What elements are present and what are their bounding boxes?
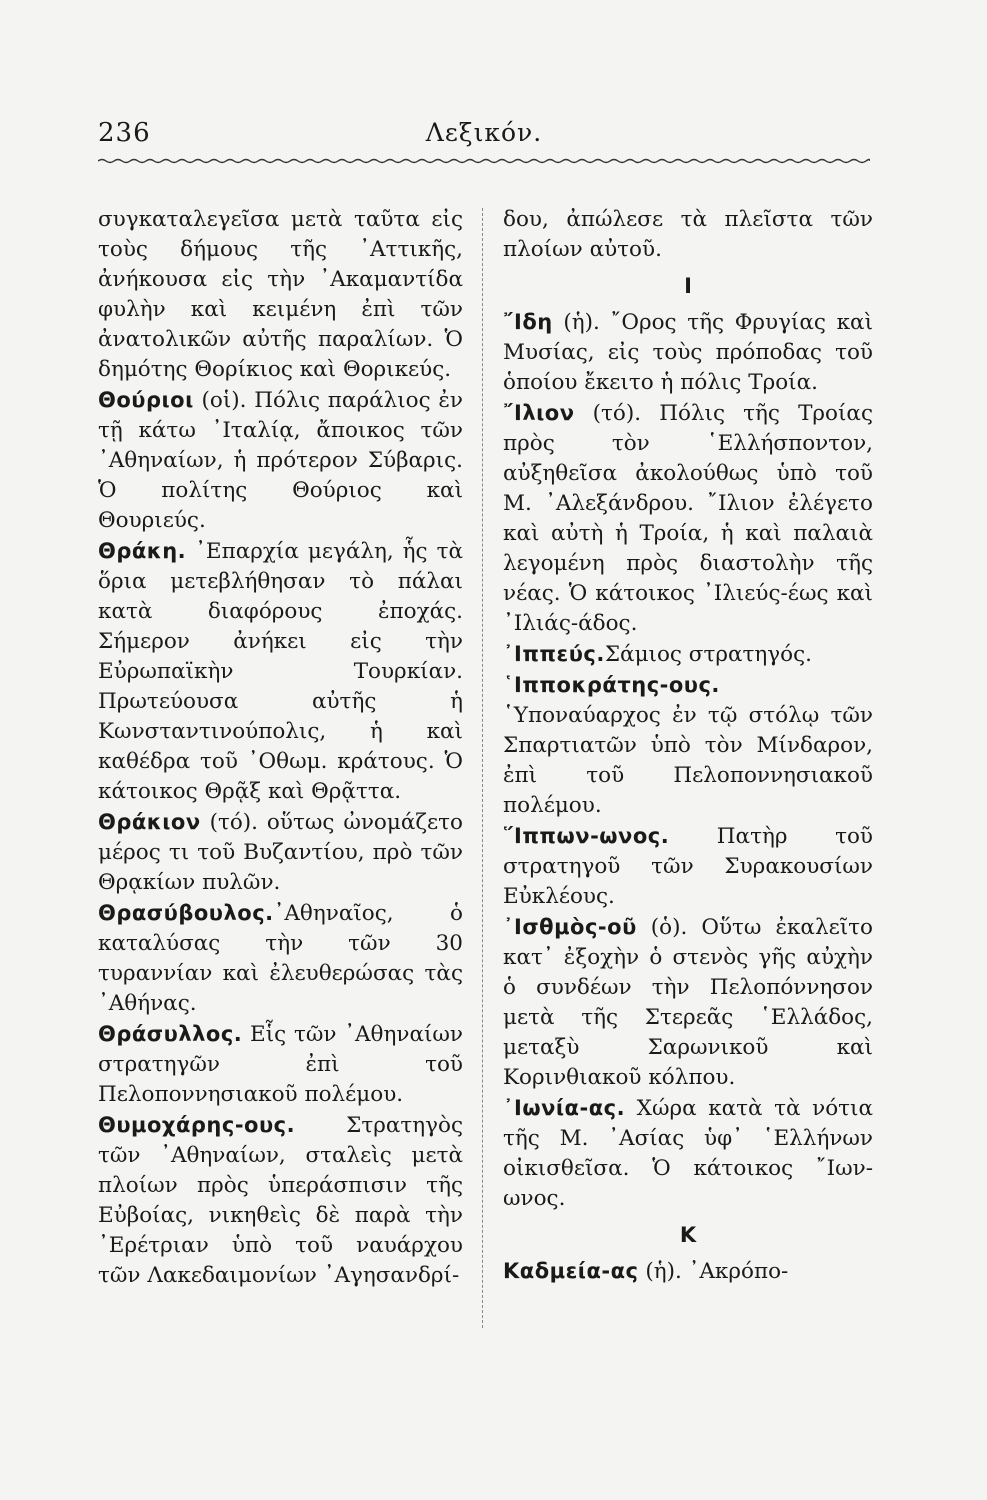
entry-continuation: δου, ἀπώλεσε τὰ πλεῖστα τῶν πλοίων αὐτοῦ.: [503, 207, 873, 262]
headword: ᾿Ιππεύς.: [503, 642, 605, 666]
entry-ionia: [503, 1093, 873, 1214]
entry-kadmeia: [503, 1256, 873, 1287]
headword: Θράκιον: [98, 810, 201, 834]
entry-idi: [503, 307, 873, 398]
entry-thraki: [98, 536, 463, 807]
headword: ῾Ιπποκράτης-ους.: [503, 673, 720, 697]
definition: (ἡ). ῎Ορος τῆς Φρυγίας καὶ Μυσίας, εἰς τοὺς πρόποδας τοῦ ὁποίου ἔκειτο ἡ πόλις Τροία.: [503, 310, 873, 395]
entry-thourioi: [98, 385, 463, 536]
definition: Στρατηγὸς τῶν ᾿Αθηναίων, σταλεὶς μετὰ πλοίων πρὸς ὑπεράσπισιν τῆς Εὐβοίας, νικηθεὶς δὲ παρὰ τὴν ᾿Ερέτριαν ὑπὸ τοῦ ναυάρχου τῶν Λακεδαιμονίων ᾿Αγησανδρί-: [98, 1113, 463, 1288]
entry-thrasyllos: [98, 1019, 463, 1110]
headword: ῞Ιππων-ωνος.: [503, 824, 670, 848]
definition: ῾Υποναύαρχος ἐν τῷ στόλῳ τῶν Σπαρτιατῶν ὑπὸ τὸν Μίνδαρον, ἐπὶ τοῦ Πελοποννησιακοῦ πολέμου.: [503, 703, 873, 818]
entry-ippokratis: [503, 670, 873, 821]
entry-thrasyboulos: [98, 898, 463, 1019]
headword: ῎Ιλιον: [503, 401, 575, 425]
definition: (τό). Πόλις τῆς Τροίας πρὸς τὸν ῾Ελλήσποντον, αὐξηθεῖσα ἀκολούθως ὑπὸ τοῦ Μ. ᾿Αλεξάνδρου. ῎Ιλιον ἐλέγετο καὶ αὐτὴ ἡ Τροία, ἡ καὶ παλαιὰ λεγομένη πρὸς διαστολὴν τῆς νέας. Ὁ κάτοικος ᾿Ιλιεύς-έως καὶ ᾿Ιλιάς-άδος.: [503, 401, 873, 636]
letter-heading-k: K: [679, 1223, 697, 1247]
headword: Θράσυλλος.: [98, 1022, 243, 1046]
headword: ῎Ιδη: [503, 310, 553, 334]
definition: Εἷς τῶν ᾿Αθηναίων στρατηγῶν ἐπὶ τοῦ Πελοποννησιακοῦ πολέμου.: [98, 1022, 463, 1107]
entry-ippeus: [503, 639, 873, 670]
headword: Θυμοχάρης-ους.: [98, 1113, 296, 1137]
entry-thymocharis: [98, 1110, 463, 1291]
letter-heading-i: I: [684, 274, 692, 298]
headword: Θρασύβουλος.: [98, 901, 274, 925]
headword: ᾿Ιωνία-ας.: [503, 1096, 626, 1120]
definition: (ὁ). Οὕτω ἐκαλεῖτο κατ᾿ ἐξοχὴν ὁ στενὸς γῆς αὐχὴν ὁ συνδέων τὴν Πελοπόννησον μετὰ τῆς Στερεᾶς ῾Ελλάδος, μεταξὺ Σαρωνικοῦ καὶ Κορινθιακοῦ κόλπου.: [503, 915, 873, 1090]
entry-continuation: συγκαταλεγεῖσα μετὰ ταῦτα εἰς τοὺς δήμους τῆς ᾿Αττικῆς, ἀνήκουσα εἰς τὴν ᾿Ακαμαντίδα φυλὴν καὶ κειμένη ἐπὶ τῶν ἀνατολικῶν αὐτῆς παραλίων. Ὁ δημότης Θορίκιος καὶ Θορικεύς.: [98, 207, 463, 382]
header-rule-line: [98, 158, 870, 164]
right-column: [503, 205, 873, 1287]
entry-isthmos: [503, 912, 873, 1093]
definition: Πατὴρ τοῦ στρατηγοῦ τῶν Συρακουσίων Εὐκλέους.: [503, 824, 873, 909]
definition: (ἡ). ᾿Ακρόπο-: [638, 1259, 789, 1284]
headword: Καδμεία-ας: [503, 1259, 639, 1283]
definition: ᾿Αθηναῖος, ὁ καταλύσας τὴν τῶν 30 τυραννίαν καὶ ἐλευθερώσας τὰς ᾿Αθήνας.: [98, 901, 463, 1016]
definition: (τό). οὕτως ὠνομάζετο μέρος τι τοῦ Βυζαντίου, πρὸ τῶν Θρᾳκίων πυλῶν.: [98, 810, 463, 895]
entry-ippon: [503, 821, 873, 912]
headword: Θούριοι: [98, 388, 194, 412]
page-header: [98, 118, 870, 158]
definition: ᾿Επαρχία μεγάλη, ἧς τὰ ὅρια μετεβλήθησαν τὸ πάλαι κατὰ διαφόρους ἐποχάς. Σήμερον ἀνήκει εἰς τὴν Εὐρωπαϊκὴν Τουρκίαν. Πρωτεύουσα αὐτῆς ἡ Κωνσταντινούπολις, ἡ καὶ καθέδρα τοῦ ᾿Οθωμ. κράτους. Ὁ κάτοικος Θρᾷξ καὶ Θρᾷττα.: [98, 539, 463, 804]
column-divider: [482, 208, 483, 1328]
left-column: [98, 205, 463, 1291]
definition: Χώρα κατὰ τὰ νότια τῆς Μ. ᾿Ασίας ὑφ᾿ ῾Ελλήνων οἰκισθεῖσα. Ὁ κάτοικος ῎Ιων-ωνος.: [503, 1096, 873, 1211]
entry-ilion: [503, 398, 873, 639]
page-number: 236: [98, 118, 151, 148]
headword: Θράκη.: [98, 539, 187, 563]
header-rule: [98, 158, 870, 164]
headword: ᾿Ισθμὸς-οῦ: [503, 915, 637, 939]
running-title: Λεξικόν.: [425, 118, 543, 147]
definition: (οἱ). Πόλις παράλιος ἐν τῇ κάτω ᾿Ιταλίᾳ, ἄποικος τῶν ᾿Αθηναίων, ἡ πρότερον Σύβαρις. Ὁ πολίτης Θούριος καὶ Θουριεύς.: [98, 388, 463, 533]
entry-thrakion: [98, 807, 463, 898]
definition: Σάμιος στρατηγός.: [604, 642, 812, 667]
